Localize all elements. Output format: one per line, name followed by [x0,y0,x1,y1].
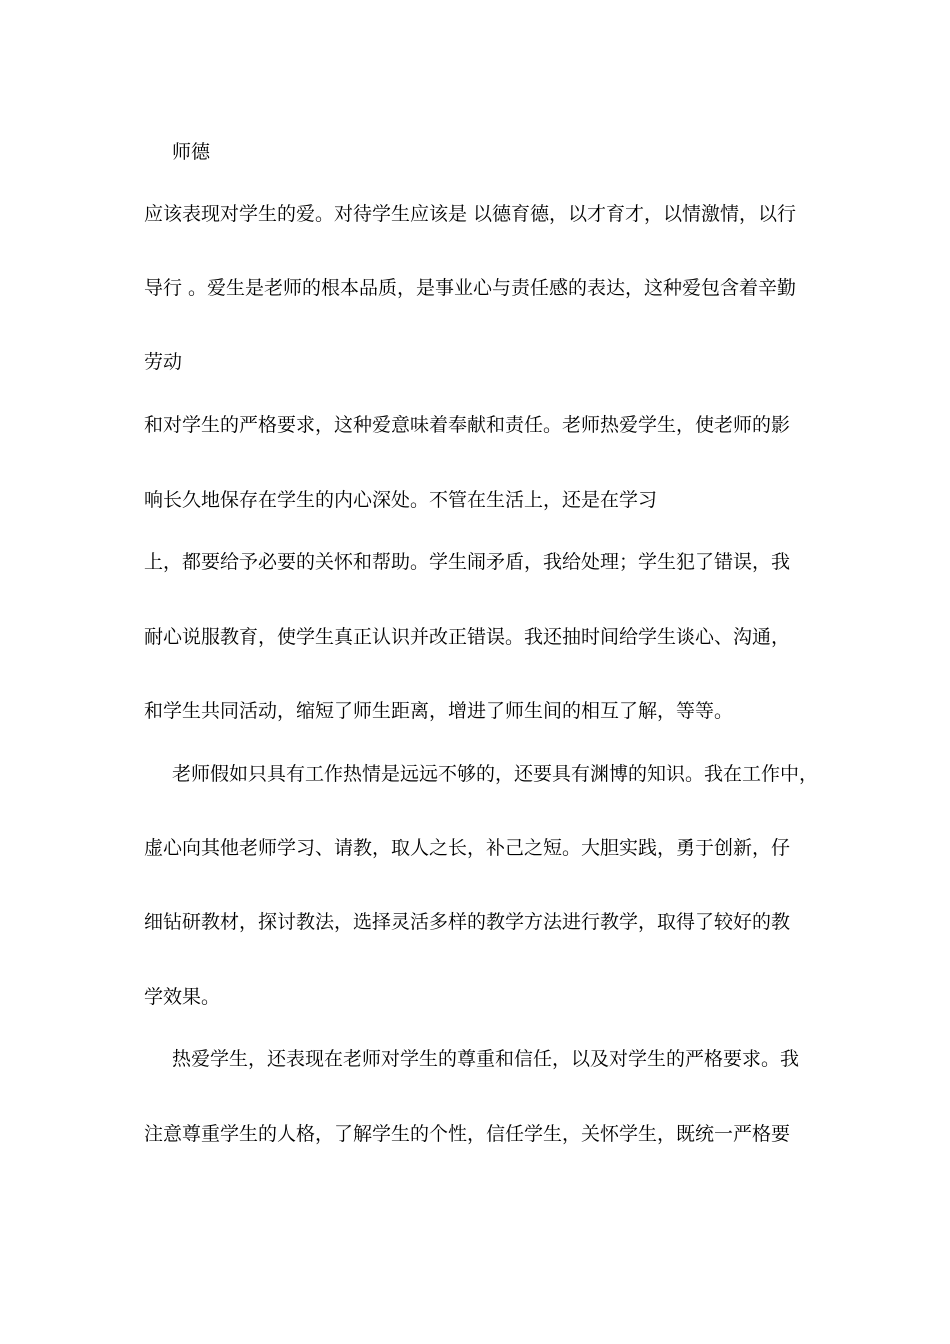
text-line: 注意尊重学生的人格，了解学生的个性，信任学生，关怀学生，既统一严格要 [144,1123,791,1145]
section-heading: 师德 [172,141,211,163]
paragraph-start: 老师假如只具有工作热情是远远不够的，还要具有渊博的知识。我在工作中， [172,763,819,785]
text-line: 和对学生的严格要求，这种爱意味着奉献和责任。老师热爱学生，使老师的影 [144,414,791,436]
text-line: 耐心说服教育，使学生真正认识并改正错误。我还抽时间给学生谈心、沟通， [144,626,791,648]
text-line: 响长久地保存在学生的内心深处。不管在生活上，还是在学习 [144,489,658,511]
text-line: 和学生共同活动，缩短了师生距离，增进了师生间的相互了解，等等。 [144,700,734,722]
text-line: 细钻研教材，探讨教法，选择灵活多样的教学方法进行教学，取得了较好的教 [144,911,791,933]
text-line: 虚心向其他老师学习、请教，取人之长，补己之短。大胆实践，勇于创新，仔 [144,837,791,859]
paragraph-start: 热爱学生，还表现在老师对学生的尊重和信任，以及对学生的严格要求。我 [172,1048,800,1070]
text-line: 上，都要给予必要的关怀和帮助。学生闹矛盾，我给处理；学生犯了错误，我 [144,551,791,573]
text-line: 学效果。 [144,986,221,1008]
text-line: 导行 。爱生是老师的根本品质，是事业心与责任感的表达，这种爱包含着辛勤 [144,277,797,299]
text-line: 应该表现对学生的爱。对待学生应该是 以德育德，以才育才，以情激情，以行 [144,203,797,225]
text-line: 劳动 [144,351,183,373]
